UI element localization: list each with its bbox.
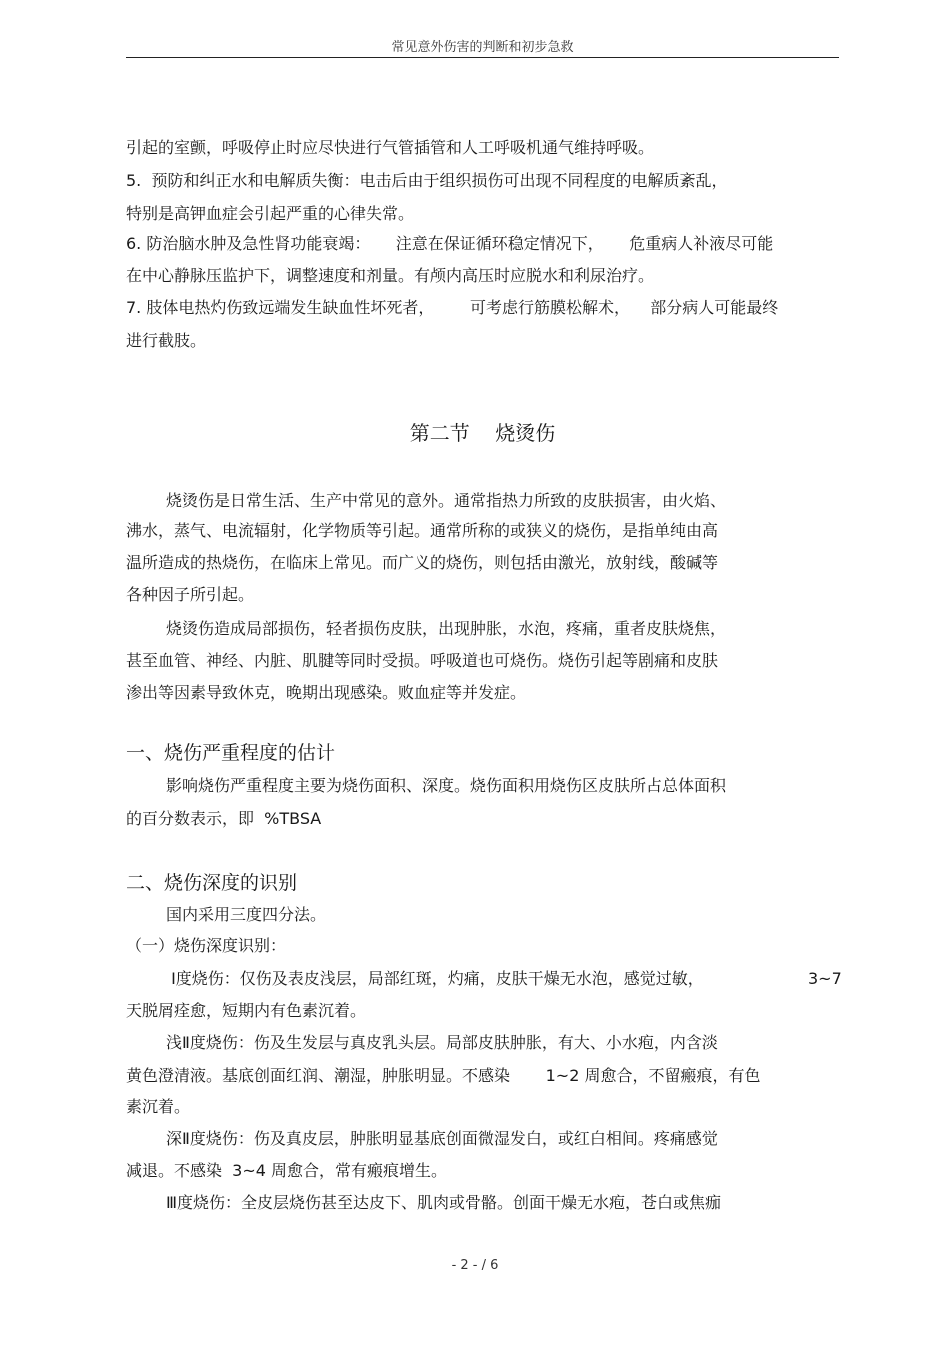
running-header: 常见意外伤害的判断和初步急救 [391,40,574,55]
section-heading: 二、烧伤深度的识别 [126,872,298,894]
paragraph-line: 影响烧伤严重程度主要为烧伤面积、深度。烧伤面积用烧伤区皮肤所占总体面积 [166,776,727,795]
page-number: - 2 - / 6 [451,1258,499,1273]
paragraph-line: 国内采用三度四分法。 [166,905,327,924]
paragraph-line: 甚至血管、神经、内脏、肌腱等同时受损。呼吸道也可烧伤。烧伤引起等剧痛和皮肤 [126,651,719,670]
paragraph-line: 渗出等因素导致休克，晚期出现感染。败血症等并发症。 [126,683,527,702]
paragraph-line: Ⅲ度烧伤：全皮层烧伤甚至达皮下、肌肉或骨骼。创面干燥无水疱，苍白或焦痂 [166,1193,722,1212]
paragraph-line: 黄色澄清液。基底创面红润、潮湿，肿胀明显。不感染 1~2 周愈合，不留瘢痕，有色 [126,1066,761,1085]
paragraph-line: 各种因子所引起。 [126,585,255,604]
text-line: 进行截肢。 [126,331,207,350]
text-line: 6. 防治脑水肿及急性肾功能衰竭： 注意在保证循环稳定情况下， 危重病人补液尽可能 [126,234,774,253]
paragraph-line: 烧烫伤造成局部损伤，轻者损伤皮肤，出现肿胀，水泡，疼痛，重者皮肤烧焦， [166,619,727,638]
section-title: 第二节 烧烫伤 [409,421,556,445]
paragraph-line: 沸水，蒸气、电流辐射，化学物质等引起。通常所称的或狭义的烧伤，是指单纯由高 [126,521,719,540]
text-line: 引起的室颤，呼吸停止时应尽快进行气管插管和人工呼吸机通气维持呼吸。 [126,138,655,157]
paragraph-line: Ⅰ度烧伤：仅伤及表皮浅层，局部红斑，灼痛，皮肤干燥无水泡，感觉过敏， [166,969,704,988]
text-line: 7. 肢体电热灼伤致远端发生缺血性坏死者， 可考虑行筋膜松解术， 部分病人可能最终 [126,298,779,317]
duration-value: 3~7 [808,969,842,988]
paragraph-line: 深Ⅱ度烧伤：伤及真皮层，肿胀明显基底创面微湿发白，或红白相间。疼痛感觉 [166,1129,718,1148]
header-rule [126,57,839,58]
paragraph-line: 减退。不感染 3~4 周愈合，常有瘢痕增生。 [126,1161,448,1180]
paragraph-line: 天脱屑痊愈，短期内有色素沉着。 [126,1001,367,1020]
paragraph-line: 的百分数表示，即 %TBSA [126,809,322,828]
section-heading: 一、烧伤严重程度的估计 [126,742,336,764]
text-line: 在中心静脉压监护下，调整速度和剂量。有颅内高压时应脱水和利尿治疗。 [126,266,655,285]
paragraph-line: 温所造成的热烧伤，在临床上常见。而广义的烧伤，则包括由激光，放射线，酸碱等 [126,553,719,572]
text-line: 5. 预防和纠正水和电解质失衡：电击后由于组织损伤可出现不同程度的电解质紊乱， [126,171,728,190]
paragraph-line: 烧烫伤是日常生活、生产中常见的意外。通常指热力所致的皮肤损害，由火焰、 [166,491,727,510]
paragraph-line: 素沉着。 [126,1097,191,1116]
text-line: 特别是高钾血症会引起严重的心律失常。 [126,204,415,223]
subheading: （一）烧伤深度识别： [126,936,287,955]
paragraph-line: 浅Ⅱ度烧伤：伤及生发层与真皮乳头层。局部皮肤肿胀，有大、小水疱，内含淡 [166,1033,718,1052]
